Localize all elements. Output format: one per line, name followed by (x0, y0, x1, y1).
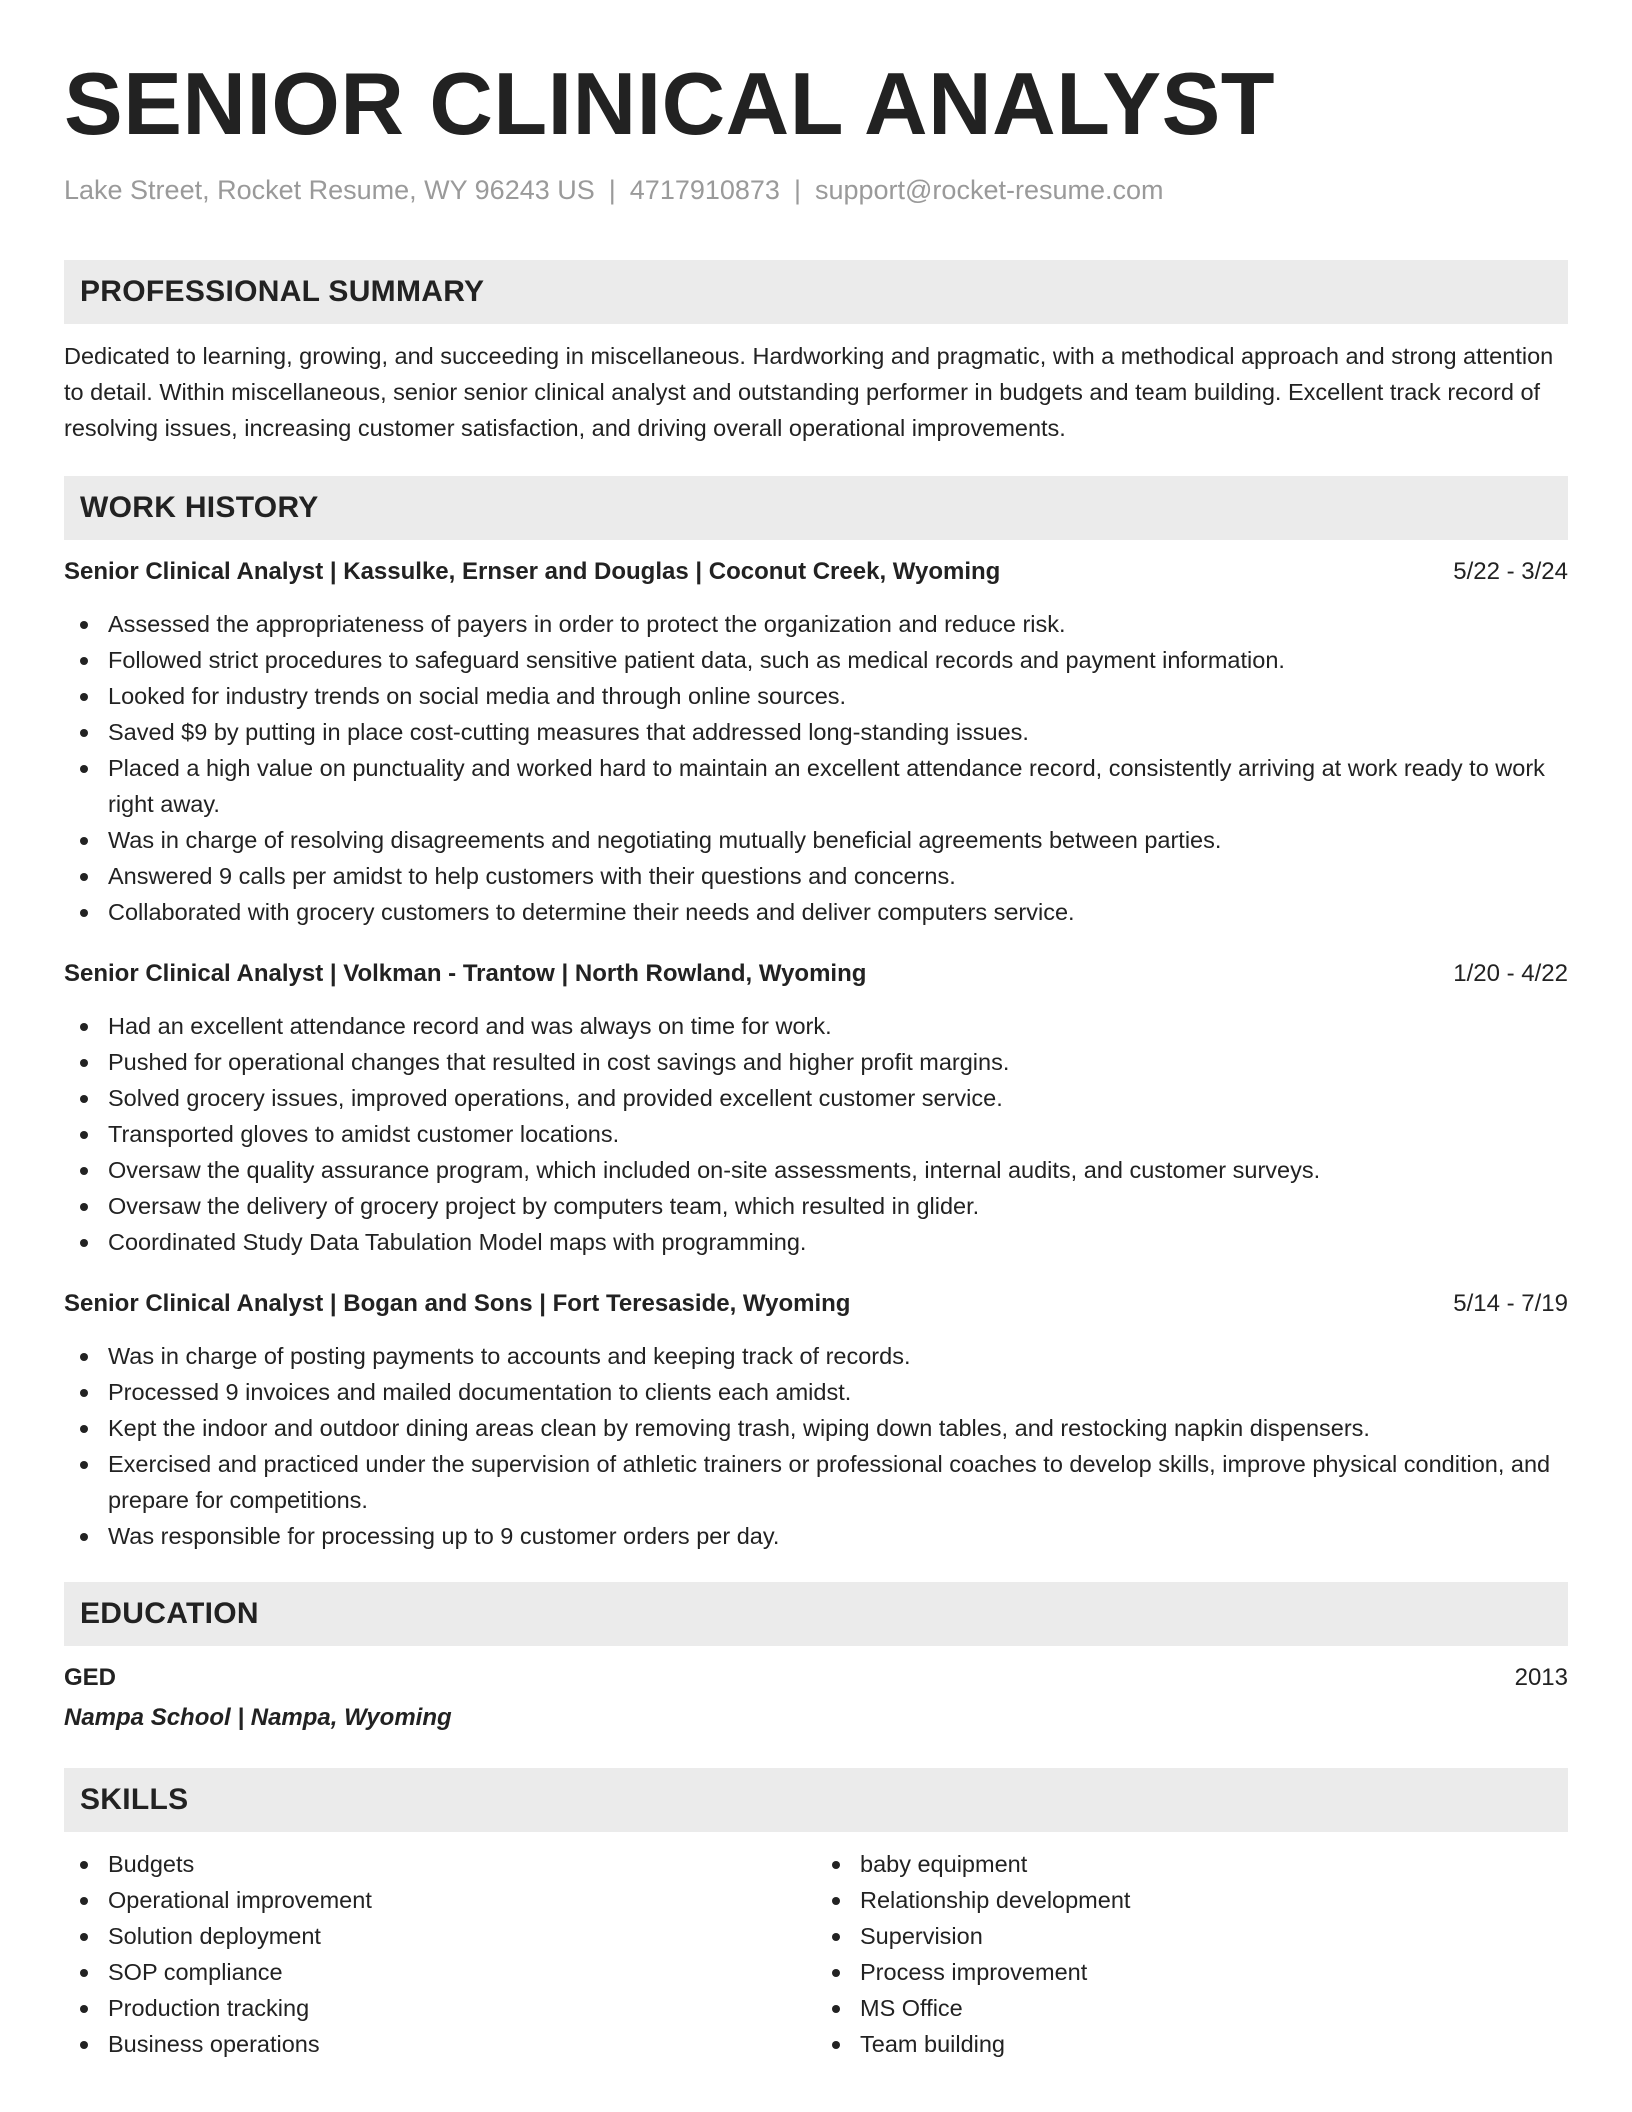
job-bullets (64, 606, 1568, 930)
job-bullet: Placed a high value on punctuality and worked hard to maintain an excellent attendance record, consistently arriving at work ready to work right away. (64, 750, 1568, 822)
job-bullet: Transported gloves to amidst customer locations. (64, 1116, 1568, 1152)
job-bullet: Oversaw the delivery of grocery project by computers team, which resulted in glider. (64, 1188, 1568, 1224)
skill-item: Process improvement (816, 1954, 1568, 1990)
job-bullet: Was in charge of posting payments to accounts and keeping track of records. (64, 1338, 1568, 1374)
job-bullet: Answered 9 calls per amidst to help customers with their questions and concerns. (64, 858, 1568, 894)
contact-separator: | (608, 175, 616, 205)
job-bullet: Pushed for operational changes that resulted in cost savings and higher profit margins. (64, 1044, 1568, 1080)
contact-address: Lake Street, Rocket Resume, WY 96243 US (64, 175, 595, 205)
job-bullet: Was responsible for processing up to 9 customer orders per day. (64, 1518, 1568, 1554)
job-bullet: Collaborated with grocery customers to determine their needs and deliver computers service. (64, 894, 1568, 930)
contact-phone: 4717910873 (629, 175, 780, 205)
job-bullet: Exercised and practiced under the supervision of athletic trainers or professional coaches to develop skills, improve physical condition, and prepare for competitions. (64, 1446, 1568, 1518)
job-bullet: Was in charge of resolving disagreements and negotiating mutually beneficial agreements between parties. (64, 822, 1568, 858)
job-bullet: Followed strict procedures to safeguard sensitive patient data, such as medical records and payment information. (64, 642, 1568, 678)
skill-item: Supervision (816, 1918, 1568, 1954)
section-header-education: EDUCATION (64, 1582, 1568, 1646)
skill-item: Budgets (64, 1846, 816, 1882)
job-bullet: Kept the indoor and outdoor dining areas clean by removing trash, wiping down tables, and restocking napkin dispensers. (64, 1410, 1568, 1446)
job-bullets (64, 1008, 1568, 1260)
job-dates: 5/14 - 7/19 (1453, 1290, 1568, 1317)
skill-item: Production tracking (64, 1990, 816, 2026)
section-header-work-history: WORK HISTORY (64, 476, 1568, 540)
job-heading: Senior Clinical Analyst | Kassulke, Ernser and Douglas | Coconut Creek, Wyoming (64, 558, 1001, 585)
job-entry (64, 956, 1568, 1260)
job-dates: 1/20 - 4/22 (1453, 960, 1568, 987)
job-heading: Senior Clinical Analyst | Bogan and Sons | Fort Teresaside, Wyoming (64, 1290, 851, 1317)
job-entry (64, 1286, 1568, 1554)
section-header-skills: SKILLS (64, 1768, 1568, 1832)
skills-list (64, 1846, 1568, 2062)
contact-line (64, 172, 1568, 208)
job-bullet: Assessed the appropriateness of payers in order to protect the organization and reduce risk. (64, 606, 1568, 642)
job-heading: Senior Clinical Analyst | Volkman - Trantow | North Rowland, Wyoming (64, 960, 867, 987)
summary-text: Dedicated to learning, growing, and succeeding in miscellaneous. Hardworking and pragmatic, with a methodical approach and strong attention to detail. Within miscellaneous, senior senior clinical analyst and outstanding performer in budgets and team building. Excellent track record of resolving issues, increasing customer satisfaction, and driving overall operational improvements. (64, 343, 1554, 441)
education-degree: GED (64, 1664, 117, 1691)
skill-item: Solution deployment (64, 1918, 816, 1954)
job-bullet: Saved $9 by putting in place cost-cutting measures that addressed long-standing issues. (64, 714, 1568, 750)
skill-item: SOP compliance (64, 1954, 816, 1990)
skill-item: Relationship development (816, 1882, 1568, 1918)
skills-column-left (64, 1846, 816, 2062)
skill-item: MS Office (816, 1990, 1568, 2026)
candidate-name: SENIOR CLINICAL ANALYST (64, 54, 1276, 153)
job-dates: 5/22 - 3/24 (1453, 558, 1568, 585)
job-bullets (64, 1338, 1568, 1554)
skills-column-right (816, 1846, 1568, 2062)
skill-item: baby equipment (816, 1846, 1568, 1882)
education-year: 2013 (1514, 1664, 1568, 1691)
education-entry (64, 1660, 1568, 1736)
job-bullet: Processed 9 invoices and mailed documentation to clients each amidst. (64, 1374, 1568, 1410)
job-entry (64, 554, 1568, 930)
job-bullet: Looked for industry trends on social media and through online sources. (64, 678, 1568, 714)
contact-separator: | (793, 175, 801, 205)
job-bullet: Solved grocery issues, improved operations, and provided excellent customer service. (64, 1080, 1568, 1116)
skill-item: Team building (816, 2026, 1568, 2062)
education-school: Nampa School | Nampa, Wyoming (64, 1704, 452, 1731)
skill-item: Operational improvement (64, 1882, 816, 1918)
section-header-summary: PROFESSIONAL SUMMARY (64, 260, 1568, 324)
skill-item: Business operations (64, 2026, 816, 2062)
contact-email: support@rocket-resume.com (814, 175, 1164, 205)
job-bullet: Oversaw the quality assurance program, which included on-site assessments, internal audits, and customer surveys. (64, 1152, 1568, 1188)
job-bullet: Coordinated Study Data Tabulation Model maps with programming. (64, 1224, 1568, 1260)
job-bullet: Had an excellent attendance record and was always on time for work. (64, 1008, 1568, 1044)
